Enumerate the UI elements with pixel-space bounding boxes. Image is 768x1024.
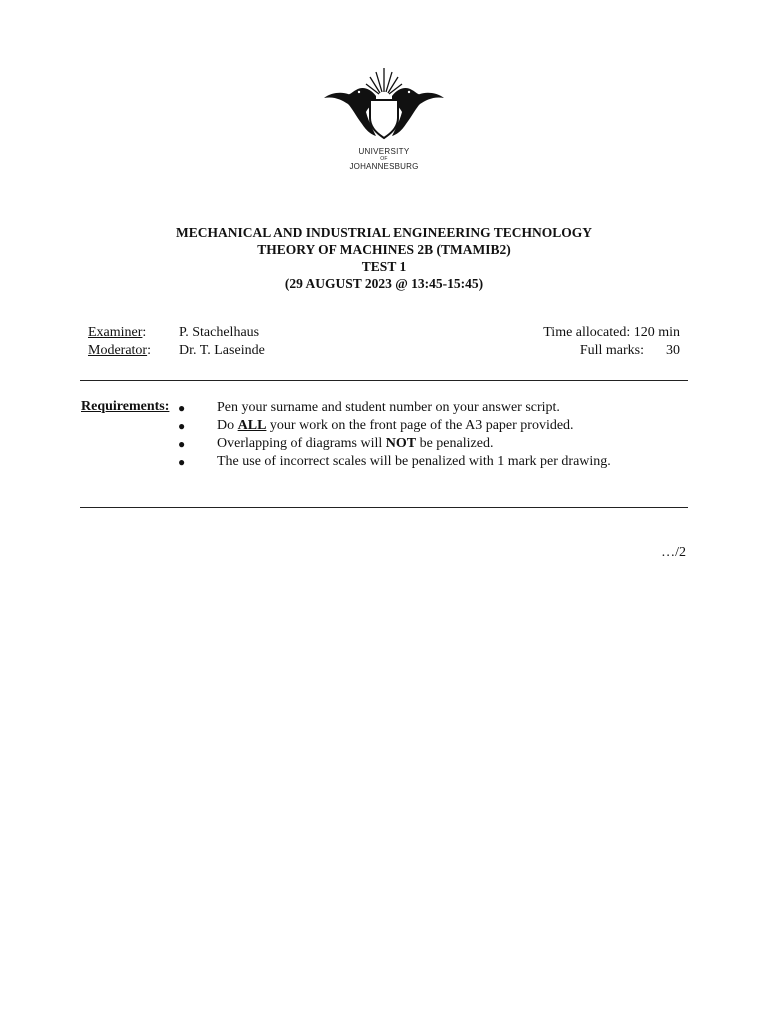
right-bird-icon xyxy=(392,88,444,136)
plume-icon xyxy=(366,68,402,94)
document-title-block xyxy=(0,224,768,292)
examiner-colon: : xyxy=(142,325,147,340)
requirement-text-pre: Overlapping of diagrams will xyxy=(217,436,386,451)
requirement-text-post: be penalized. xyxy=(416,436,494,451)
examiner-label-wrap xyxy=(88,325,146,341)
moderator-label: Moderator xyxy=(88,343,148,358)
requirements-label: Requirements: xyxy=(81,399,170,414)
university-logo xyxy=(318,62,450,178)
requirement-text-pre: Do xyxy=(217,418,238,433)
department-title: MECHANICAL AND INDUSTRIAL ENGINEERING TECHNOLOGY xyxy=(175,225,593,240)
requirement-item xyxy=(0,417,768,435)
moderator-label-wrap xyxy=(88,343,151,359)
moderator-colon: : xyxy=(147,343,151,358)
full-marks xyxy=(580,343,680,359)
requirement-text-post: your work on the front page of the A3 paper provided. xyxy=(266,418,574,433)
bullet-icon: ● xyxy=(178,401,186,415)
crest-icon xyxy=(318,62,450,148)
test-date: (29 AUGUST 2023 @ 13:45-15:45) xyxy=(284,276,484,291)
full-marks-value: 30 xyxy=(666,343,680,358)
top-divider xyxy=(80,380,688,381)
logo-text-university: UNIVERSITY xyxy=(358,147,410,156)
page-indicator: …/2 xyxy=(661,545,686,560)
requirement-emphasis: ALL xyxy=(237,418,267,433)
requirement-text xyxy=(217,417,574,435)
full-marks-label: Full marks: xyxy=(579,343,644,358)
bottom-divider xyxy=(80,507,688,508)
bullet-icon: ● xyxy=(178,455,186,469)
requirement-text xyxy=(217,435,493,453)
requirement-item xyxy=(0,399,768,417)
bullet-icon: ● xyxy=(178,437,186,451)
time-allocated: Time allocated: 120 min xyxy=(543,325,680,340)
shield-icon xyxy=(370,100,398,138)
left-bird-icon xyxy=(324,88,376,136)
requirements-list xyxy=(0,399,768,471)
examiner-label: Examiner xyxy=(88,325,143,340)
requirement-item xyxy=(0,453,768,471)
logo-text-of: OF xyxy=(380,156,388,162)
requirement-emphasis: NOT xyxy=(385,436,417,451)
bullet-icon: ● xyxy=(178,419,186,433)
requirement-item xyxy=(0,435,768,453)
moderator-value: Dr. T. Laseinde xyxy=(179,343,265,358)
requirement-text: The use of incorrect scales will be penalized with 1 mark per drawing. xyxy=(217,454,611,469)
course-title: THEORY OF MACHINES 2B (TMAMIB2) xyxy=(257,242,511,257)
logo-text-johannesburg: JOHANNESBURG xyxy=(349,162,419,171)
requirement-text: Pen your surname and student number on your answer script. xyxy=(217,400,560,415)
test-title: TEST 1 xyxy=(361,259,407,274)
examiner-value: P. Stachelhaus xyxy=(179,325,260,340)
